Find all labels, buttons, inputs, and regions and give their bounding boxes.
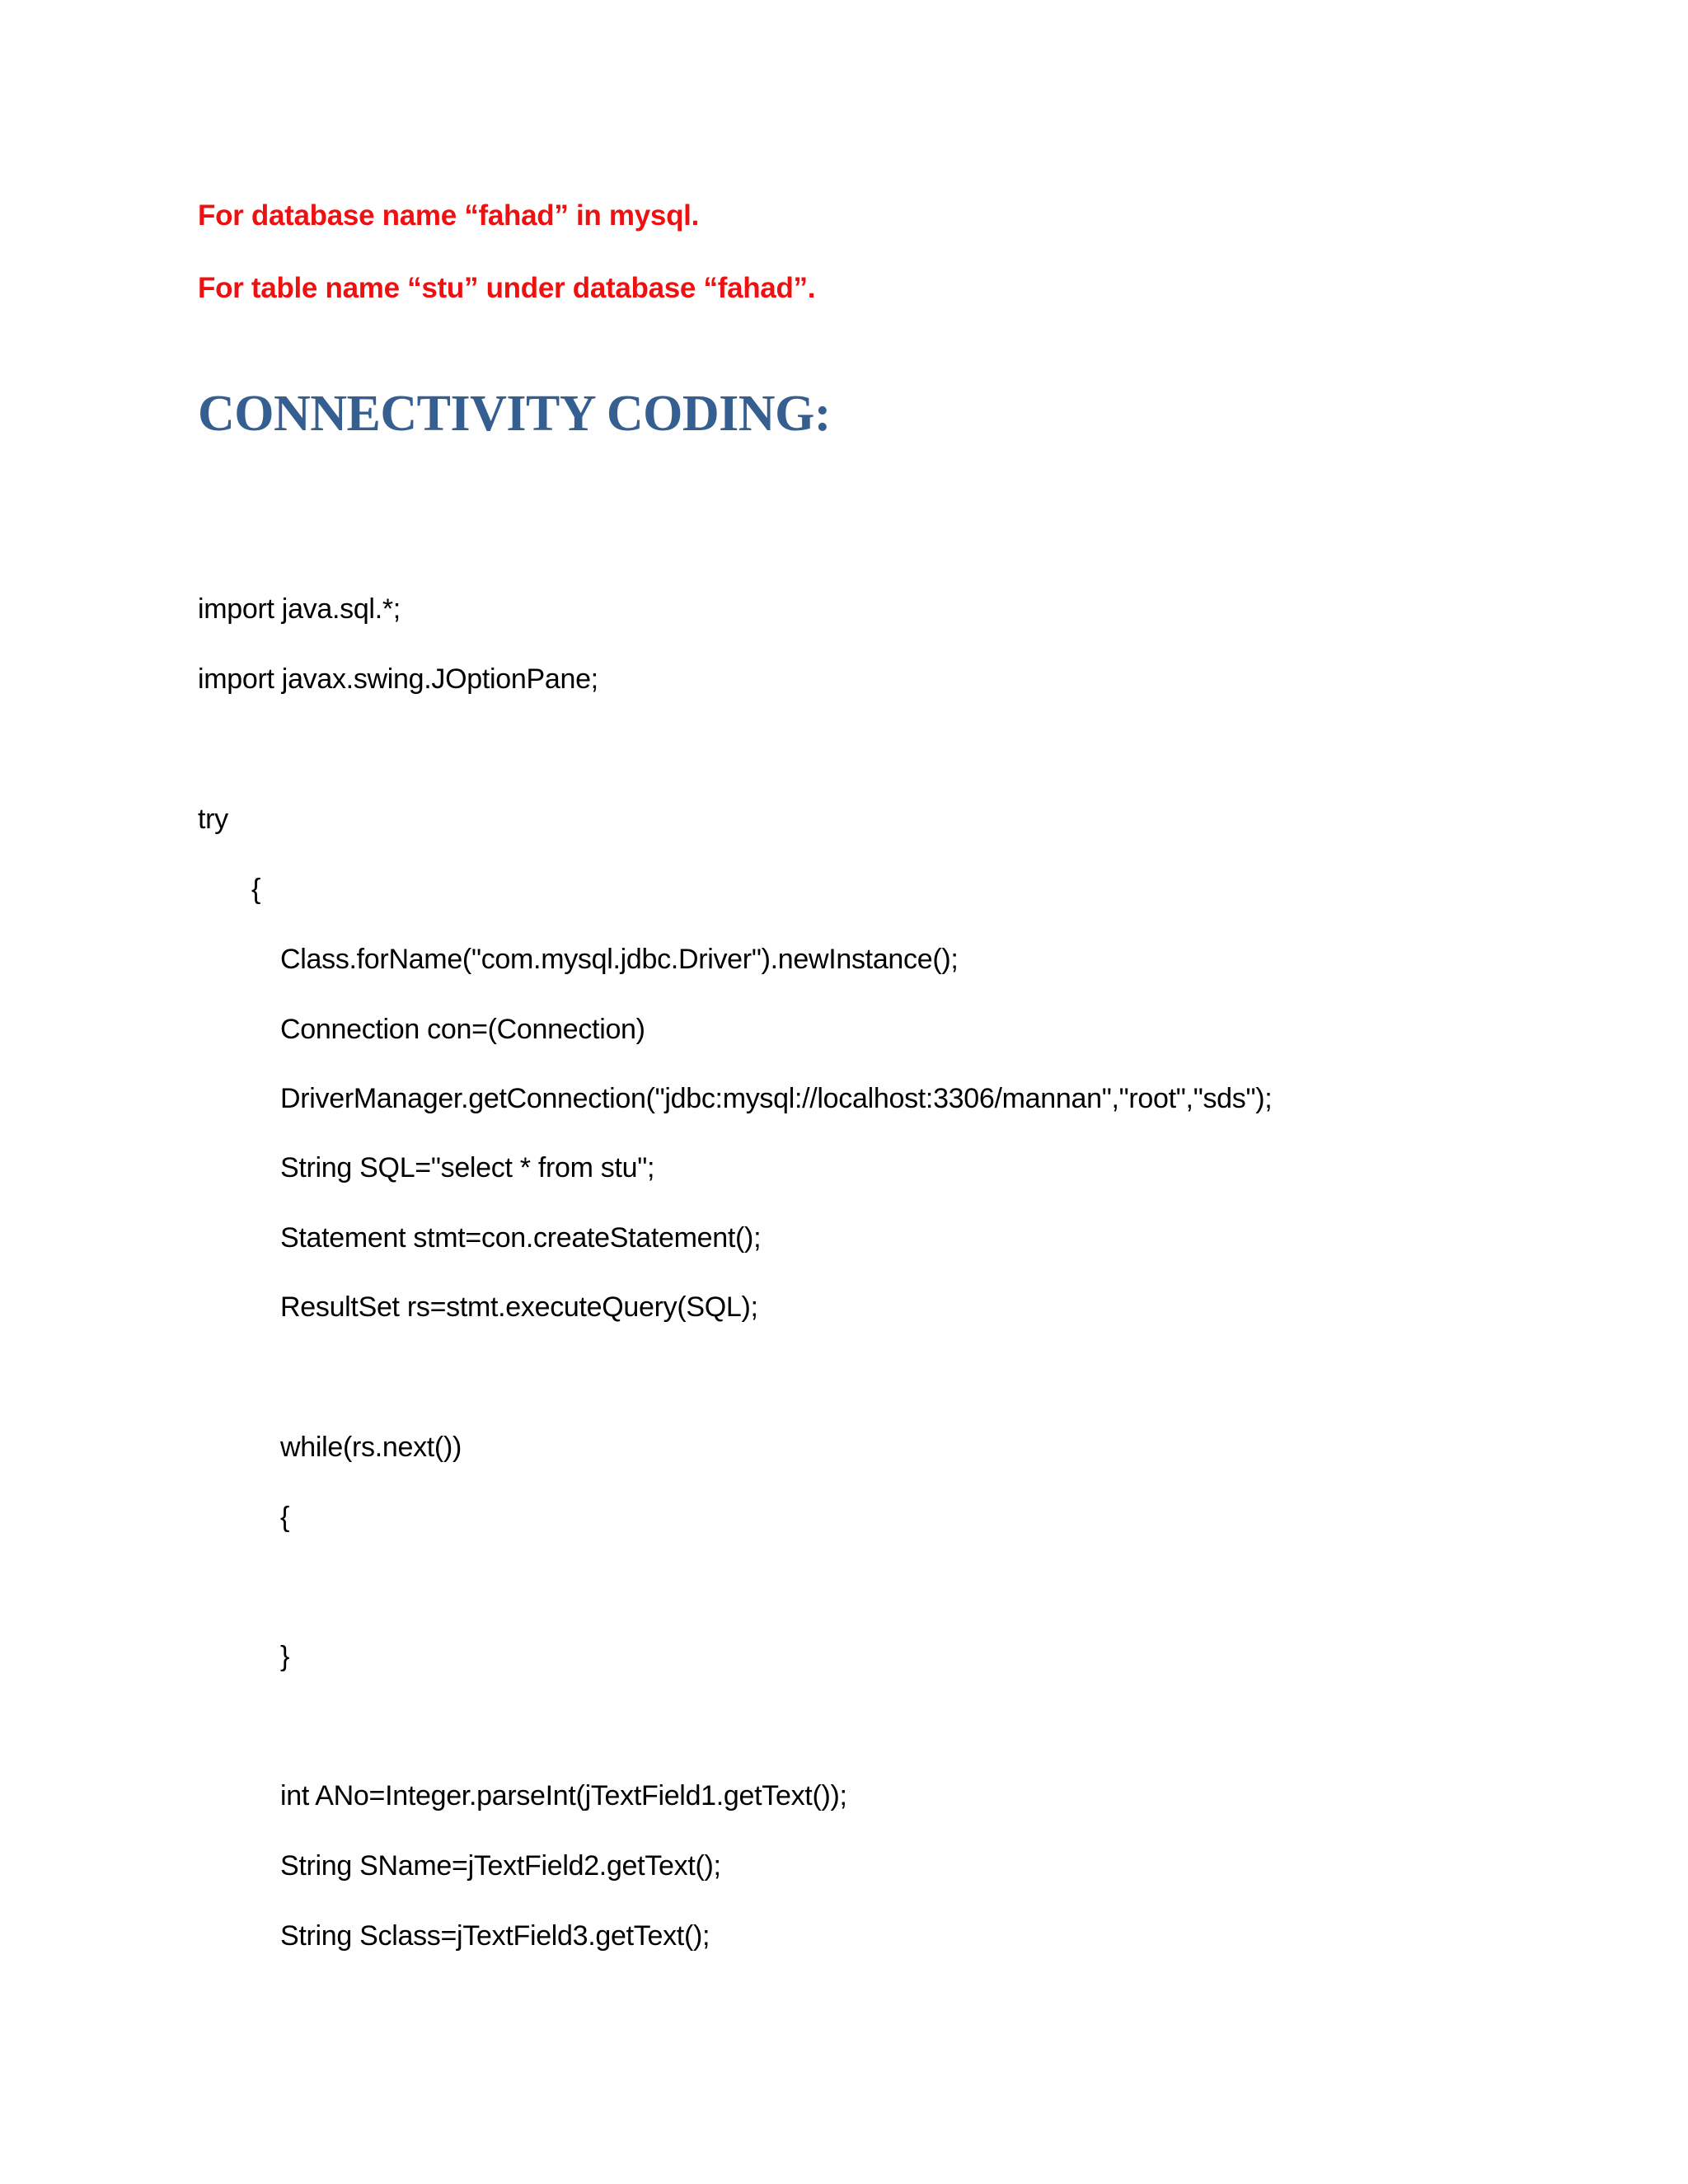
- code-line-statement: Statement stmt=con.createStatement();: [280, 1222, 762, 1254]
- code-line-import-swing: import javax.swing.JOptionPane;: [198, 663, 598, 695]
- code-line-while: while(rs.next()): [280, 1432, 462, 1463]
- code-line-import-sql: import java.sql.*;: [198, 593, 401, 625]
- table-note: For table name “stu” under database “fahad”.: [198, 272, 816, 304]
- code-line-class-forname: Class.forName("com.mysql.jdbc.Driver").newInstance();: [280, 944, 959, 975]
- code-line-connection: Connection con=(Connection): [280, 1014, 645, 1045]
- page-heading: CONNECTIVITY CODING:: [198, 386, 831, 442]
- code-line-string-sclass: String Sclass=jTextField3.getText();: [280, 1920, 710, 1952]
- database-note: For database name “fahad” in mysql.: [198, 199, 699, 232]
- code-line-resultset: ResultSet rs=stmt.executeQuery(SQL);: [280, 1291, 758, 1323]
- code-line-while-close-brace: }: [280, 1641, 290, 1672]
- code-line-sql-string: String SQL="select * from stu";: [280, 1152, 655, 1183]
- code-line-try: try: [198, 804, 228, 835]
- code-line-string-sname: String SName=jTextField2.getText();: [280, 1850, 721, 1882]
- code-line-while-open-brace: {: [280, 1502, 290, 1533]
- code-line-try-open-brace: {: [251, 874, 261, 905]
- code-line-int-ano: int ANo=Integer.parseInt(jTextField1.getText());: [280, 1780, 847, 1811]
- code-line-driver-manager: DriverManager.getConnection("jdbc:mysql://localhost:3306/mannan","root","sds");: [280, 1083, 1273, 1114]
